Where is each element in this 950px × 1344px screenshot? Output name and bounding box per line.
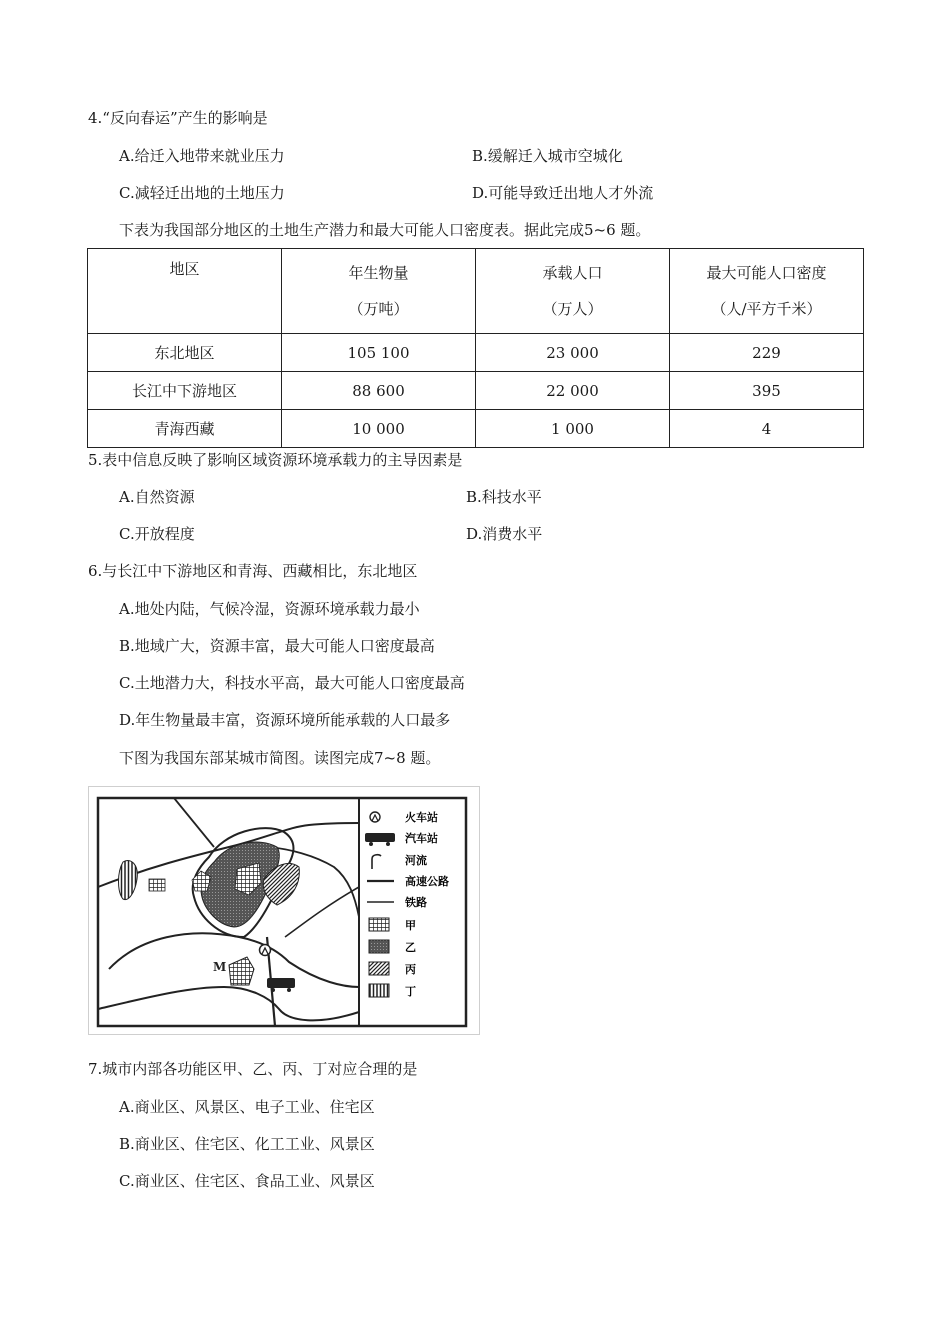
city-map xyxy=(88,786,480,1035)
cell: 青海西藏 xyxy=(88,410,282,448)
q4-option-c: C.减轻迁出地的土地压力 xyxy=(119,184,285,202)
bus-station-icon xyxy=(267,978,295,992)
table-row xyxy=(88,334,864,372)
cell: 22 000 xyxy=(476,372,670,410)
cell: 23 000 xyxy=(476,334,670,372)
cell: 东北地区 xyxy=(88,334,282,372)
cell: 395 xyxy=(670,372,864,410)
table-intro: 下表为我国部分地区的土地生产潜力和最大可能人口密度表。据此完成5~6 题。 xyxy=(119,221,651,239)
q6-option-a: A.地处内陆，气候冷湿，资源环境承载力最小 xyxy=(119,600,420,618)
q5-stem: 5.表中信息反映了影响区域资源环境承载力的主导因素是 xyxy=(88,451,463,469)
table-row xyxy=(88,372,864,410)
table-row xyxy=(88,410,864,448)
road xyxy=(285,887,359,937)
legend-bus-station-icon xyxy=(365,833,395,846)
legend-label-train: 火车站 xyxy=(405,811,438,824)
legend-label-ding: 丁 xyxy=(405,985,416,998)
q7-stem: 7.城市内部各功能区甲、乙、丙、丁对应合理的是 xyxy=(88,1060,418,1078)
header-capacity: 承载人口 （万人） xyxy=(476,249,670,334)
legend-label-river: 河流 xyxy=(405,854,427,867)
cell: 88 600 xyxy=(282,372,476,410)
q5-option-a: A.自然资源 xyxy=(119,488,195,506)
q5-option-d: D.消费水平 xyxy=(466,525,543,543)
q5-option-b: B.科技水平 xyxy=(466,488,542,506)
legend-river-icon xyxy=(372,855,381,869)
cell: 105 100 xyxy=(282,334,476,372)
q6-option-c: C.土地潜力大，科技水平高，最大可能人口密度最高 xyxy=(119,674,465,692)
map-intro: 下图为我国东部某城市简图。读图完成7~8 题。 xyxy=(119,749,441,767)
header-region: 地区 xyxy=(88,249,282,334)
legend-label-yi: 乙 xyxy=(405,941,416,954)
road xyxy=(174,798,214,847)
cell: 4 xyxy=(670,410,864,448)
map-legend xyxy=(365,810,449,998)
legend-label-bing: 丙 xyxy=(405,963,416,976)
q7-option-c: C.商业区、住宅区、食品工业、风景区 xyxy=(119,1172,375,1190)
header-density: 最大可能人口密度 （人/平方千米） xyxy=(670,249,864,334)
legend-yi-swatch xyxy=(369,940,389,953)
table-header-row xyxy=(88,249,864,334)
q7-option-b: B.商业区、住宅区、化工工业、风景区 xyxy=(119,1135,375,1153)
q4-option-b: B.缓解迁入城市空城化 xyxy=(472,147,623,165)
point-m-label: M xyxy=(213,960,227,974)
river xyxy=(98,987,359,1020)
zone-jia xyxy=(149,879,165,891)
q6-stem: 6.与长江中下游地区和青海、西藏相比，东北地区 xyxy=(88,562,418,580)
q7-option-a: A.商业区、风景区、电子工业、住宅区 xyxy=(119,1098,375,1116)
q4-option-d: D.可能导致迁出地人才外流 xyxy=(472,184,654,202)
q6-option-d: D.年生物量最丰富，资源环境所能承载的人口最多 xyxy=(119,711,451,729)
legend-bing-swatch xyxy=(369,962,389,975)
population-table xyxy=(87,248,864,448)
legend-jia-swatch xyxy=(369,918,389,931)
legend-label-railway: 铁路 xyxy=(405,896,427,909)
cell: 长江中下游地区 xyxy=(88,372,282,410)
q5-option-c: C.开放程度 xyxy=(119,525,195,543)
header-biomass: 年生物量 （万吨） xyxy=(282,249,476,334)
legend-label-jia: 甲 xyxy=(405,919,416,932)
cell: 229 xyxy=(670,334,864,372)
zone-ding xyxy=(119,861,138,900)
legend-train-station-icon xyxy=(370,812,380,822)
q4-option-a: A.给迁入地带来就业压力 xyxy=(119,147,285,165)
cell: 10 000 xyxy=(282,410,476,448)
legend-label-bus: 汽车站 xyxy=(405,832,438,845)
zone-jia xyxy=(229,957,254,985)
legend-ding-swatch xyxy=(369,984,389,997)
train-station-icon xyxy=(260,945,271,956)
q4-stem: 4.“反向春运”产生的影响是 xyxy=(88,109,268,127)
cell: 1 000 xyxy=(476,410,670,448)
q6-option-b: B.地域广大，资源丰富，最大可能人口密度最高 xyxy=(119,637,435,655)
legend-label-highway: 高速公路 xyxy=(405,875,449,888)
